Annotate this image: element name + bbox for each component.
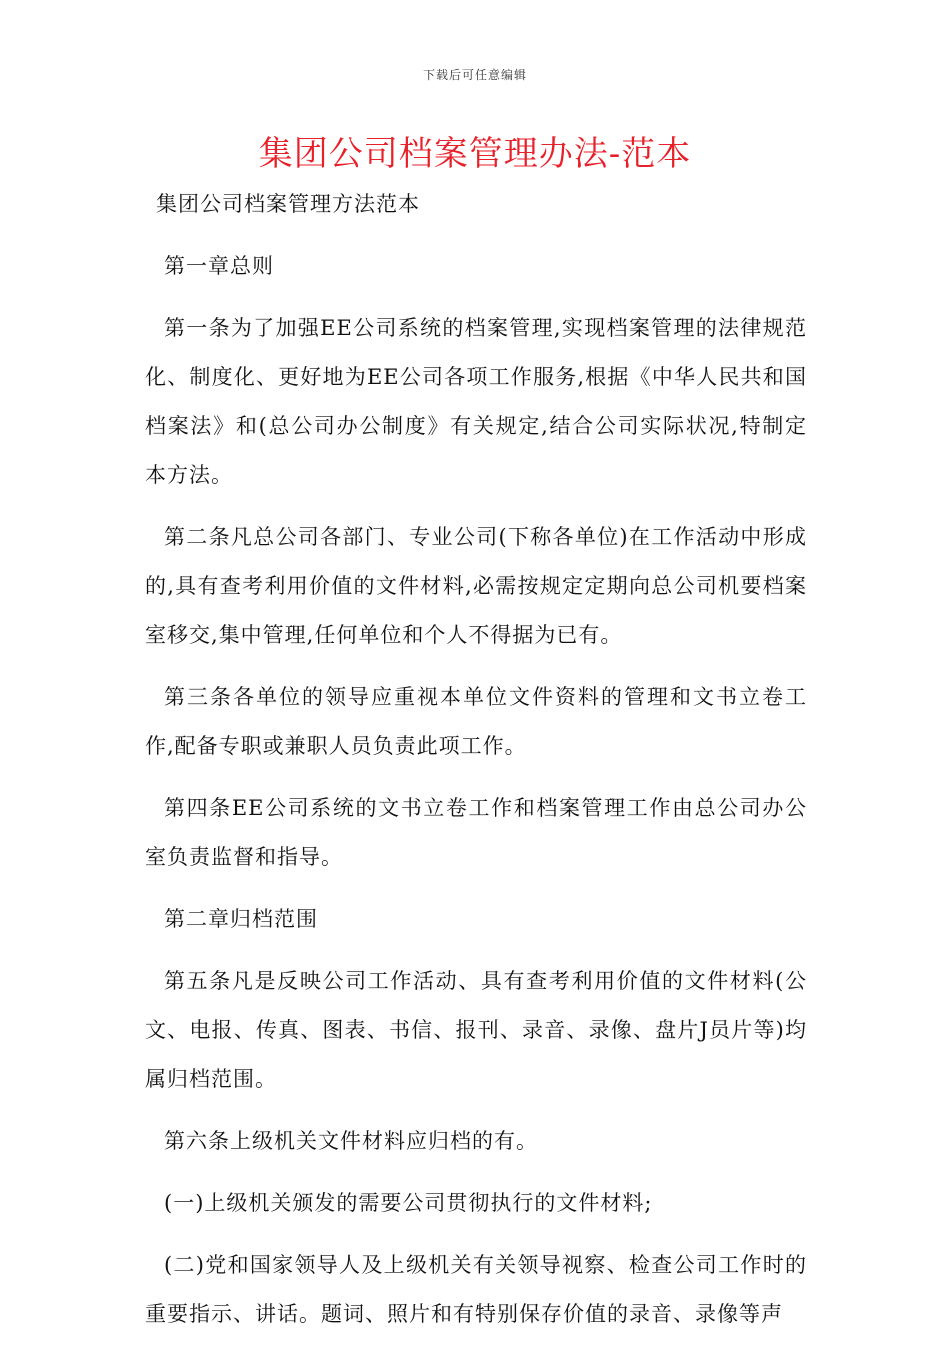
article-paragraph: 第四条EE公司系统的文书立卷工作和档案管理工作由总公司办公室负责监督和指导。 (145, 796, 807, 869)
article-paragraph: 第六条上级机关文件材料应归档的有。 (164, 1129, 538, 1153)
document-title: 集团公司档案管理办法-范本 (258, 134, 692, 174)
article-paragraph: 第一条为了加强EE公司系统的档案管理,实现档案管理的法律规范化、制度化、更好地为EE公司各项工作服务,根据《中华人民共和国档案法》和(总公司办公制度》有关规定,结合公司实际状况,特制定本方法。 (145, 316, 807, 487)
chapter-heading: 第二章归档范围 (164, 907, 318, 931)
list-item: (二)党和国家领导人及上级机关有关领导视察、检查公司工作时的重要指示、讲话。题词、照片和有特别保存价值的录音、录像等声 (145, 1253, 807, 1326)
article-paragraph: 第二条凡总公司各部门、专业公司(下称各单位)在工作活动中形成的,具有查考利用价值的文件材料,必需按规定定期向总公司机要档案室移交,集中管理,任何单位和个人不得据为已有。 (145, 525, 807, 647)
document-body (145, 180, 807, 1352)
document-subtitle: 集团公司档案管理方法范本 (156, 192, 420, 216)
chapter-heading: 第一章总则 (164, 254, 274, 278)
list-item: (一)上级机关颁发的需要公司贯彻执行的文件材料; (164, 1191, 653, 1215)
header-note: 下载后可任意编辑 (422, 68, 527, 82)
article-paragraph: 第五条凡是反映公司工作活动、具有查考利用价值的文件材料(公文、电报、传真、图表、书信、报刊、录音、录像、盘片J员片等)均属归档范围。 (145, 969, 807, 1091)
article-paragraph: 第三条各单位的领导应重视本单位文件资料的管理和文书立卷工作,配备专职或兼职人员负责此项工作。 (145, 685, 807, 758)
